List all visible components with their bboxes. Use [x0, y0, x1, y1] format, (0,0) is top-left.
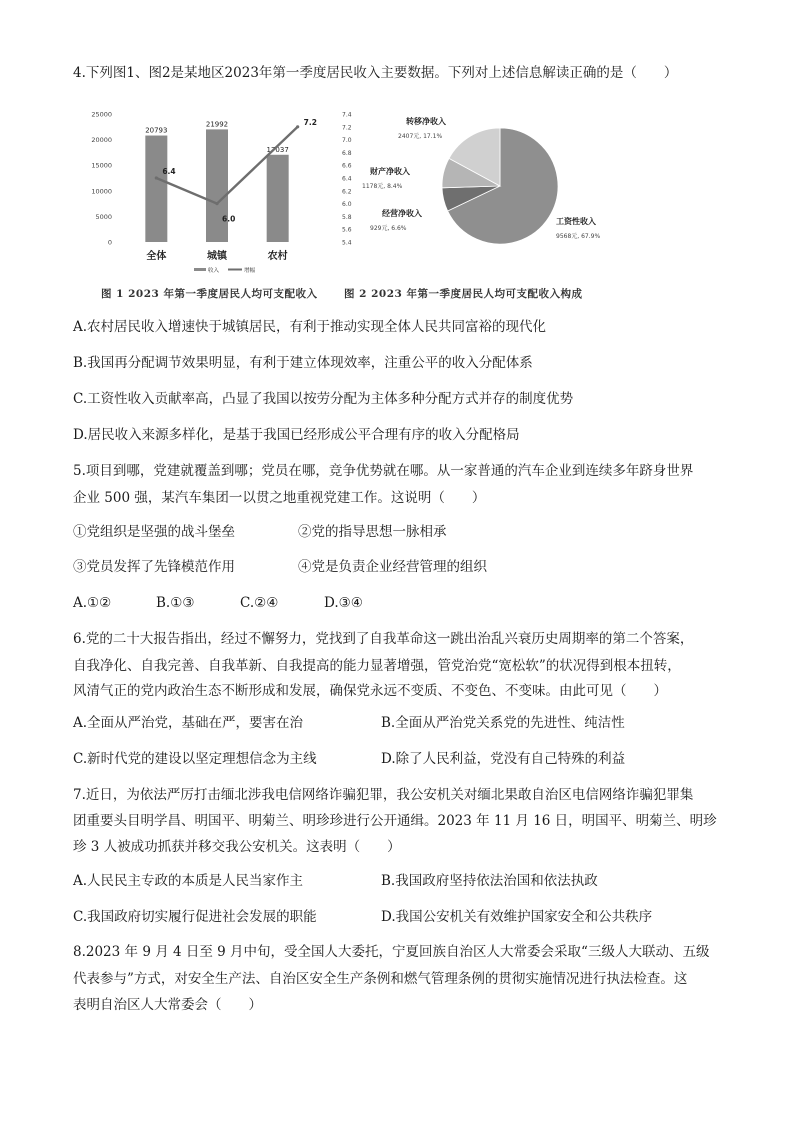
fig1-bar-label: 21992 — [205, 120, 229, 129]
fig1-right-axis — [342, 112, 352, 247]
q7-option-d: D.我国公安机关有效维护国家安全和公共秩序 — [381, 909, 653, 925]
fig1-legend-label: 增幅 — [244, 268, 256, 274]
fig1-bar — [206, 129, 228, 242]
q8-stem-line-3: 表明自治区人大常委会（ ） — [73, 997, 262, 1013]
fig2-slice-name: 工资性收入 — [556, 217, 596, 226]
fig1-left-axis — [91, 111, 112, 247]
fig1-right-tick: 7.2 — [342, 124, 352, 132]
fig1-left-tick: 10000 — [91, 187, 112, 196]
fig1-legend-label: 收入 — [208, 268, 220, 274]
q8-stem-line-2: 代表参与”方式，对安全生产法、自治区安全生产条例和燃气管理条例的贯彻实施情况进行执法检查。这 — [73, 971, 688, 987]
q6-stem-line-3: 风清气正的党内政治生态不断形成和发展，确保党永远不变质、不变色、不变味。由此可见（ ） — [73, 683, 667, 699]
fig2-slice-name: 转移净收入 — [406, 117, 446, 126]
fig1-right-tick: 6.4 — [342, 175, 352, 183]
q7-option-a: A.人民民主专政的本质是人民当家作主 — [73, 873, 304, 889]
fig1-bar — [267, 155, 289, 242]
q6-option-c: C.新时代党的建设以坚定理想信念为主线 — [73, 751, 317, 767]
q5-option-c: C.②④ — [240, 595, 279, 611]
q6-option-d: D.除了人民利益，党没有自己特殊的利益 — [381, 751, 626, 767]
q7-stem-line-3: 珍 3 人被成功抓获并移交我公安机关。这表明（ ） — [73, 839, 401, 855]
fig2-slice-value: 9568元, 67.9% — [556, 233, 600, 240]
fig1-line-point — [296, 125, 299, 128]
fig2-caption: 图 2 2023 年第一季度居民人均可支配收入构成 — [344, 288, 583, 300]
fig1-line-point — [155, 176, 158, 179]
fig1-right-tick: 6.0 — [342, 201, 352, 209]
fig1-left-tick: 25000 — [91, 110, 112, 119]
fig1-line-label: 7.2 — [303, 117, 317, 127]
q7-stem-line-2: 团重要头目明学昌、明国平、明菊兰、明珍珍进行公开通缉。2023 年 11 月 16 日，明国平、明菊兰、明珍 — [73, 813, 717, 829]
fig2-slice-value: 2407元, 17.1% — [398, 133, 443, 140]
fig1-line-point — [215, 202, 218, 205]
fig1-legend — [194, 266, 256, 274]
fig2-chart — [360, 104, 600, 254]
fig2-slice-value: 1178元, 8.4% — [362, 183, 403, 190]
fig1-category-label: 城镇 — [207, 251, 227, 262]
fig1-bar-label: 20793 — [145, 126, 168, 135]
fig1-right-tick: 5.4 — [342, 239, 352, 247]
fig1-right-tick: 7.4 — [342, 111, 352, 119]
fig1-line — [155, 118, 317, 224]
q6-stem-line-1: 6.党的二十大报告指出，经过不懈努力，党找到了自我革命这一跳出治乱兴衰历史周期率的第二个答案， — [73, 631, 694, 647]
fig1-left-tick: 0 — [107, 238, 112, 247]
q7-option-b: B.我国政府坚持依法治国和依法执政 — [381, 873, 598, 889]
q4-option-b: B.我国再分配调节效果明显，有利于建立体现效率，注重公平的收入分配体系 — [73, 355, 533, 371]
fig1-left-tick: 20000 — [91, 136, 112, 145]
q7-option-c: C.我国政府切实履行促进社会发展的职能 — [73, 909, 317, 925]
fig1-category-label: 农村 — [267, 251, 288, 262]
fig1-right-tick: 5.8 — [342, 213, 352, 221]
fig1-bar — [145, 136, 167, 242]
fig1-categories — [146, 249, 287, 262]
fig1-right-tick: 7.0 — [342, 137, 352, 145]
q5-option-a: A.①② — [73, 595, 112, 611]
fig1-right-tick: 5.6 — [342, 226, 352, 234]
fig1-chart — [86, 102, 356, 280]
fig1-right-tick: 6.6 — [342, 162, 352, 170]
q5-option-b: B.①③ — [156, 595, 195, 611]
fig1-line-label: 6.0 — [222, 214, 236, 224]
fig2-slice-name: 财产净收入 — [370, 167, 410, 176]
q5-stem-line-2: 企业 500 强，某汽车集团一以贯之地重视党建工作。这说明（ ） — [73, 490, 486, 506]
q6-option-a: A.全面从严治党，基础在严，要害在治 — [73, 715, 304, 731]
q5-item-4: ④党是负责企业经营管理的组织 — [298, 559, 487, 575]
q7-stem-line-1: 7.近日，为依法严厉打击缅北涉我电信网络诈骗犯罪，我公安机关对缅北果敢自治区电信网络诈骗犯罪集 — [73, 787, 694, 803]
q4-stem: 4.下列图1、图2是某地区2023年第一季度居民收入主要数据。下列对上述信息解读正确的是（ ） — [73, 65, 678, 81]
q6-stem-line-2: 自我净化、自我完善、自我革新、自我提高的能力显著增强，管党治党“宽松软”的状况得到根本扭转， — [73, 658, 681, 674]
fig2-slices — [442, 128, 558, 244]
q4-option-d: D.居民收入来源多样化，是基于我国已经形成公平合理有序的收入分配格局 — [73, 427, 520, 443]
fig1-category-label: 全体 — [146, 251, 167, 262]
fig1-right-tick: 6.8 — [342, 149, 352, 157]
fig1-line-label: 6.4 — [162, 167, 176, 176]
fig1-legend-swatch-bar — [194, 268, 206, 271]
q4-option-c: C.工资性收入贡献率高，凸显了我国以按劳分配为主体多种分配方式并存的制度优势 — [73, 391, 574, 407]
q5-option-d: D.③④ — [324, 595, 363, 611]
q8-stem-line-1: 8.2023 年 9 月 4 日至 9 月中旬，受全国人大委托，宁夏回族自治区人大常委会采取“三级人大联动、五级 — [73, 944, 710, 960]
fig2-slice-value: 929元, 6.6% — [370, 225, 407, 232]
q5-item-3: ③党员发挥了先锋模范作用 — [73, 559, 235, 575]
fig1-right-tick: 6.2 — [342, 188, 352, 196]
q4-option-a: A.农村居民收入增速快于城镇居民，有利于推动实现全体人民共同富裕的现代化 — [73, 319, 547, 335]
q6-option-b: B.全面从严治党关系党的先进性、纯洁性 — [381, 715, 625, 731]
fig2-slice-name: 经营净收入 — [382, 209, 422, 218]
q5-item-1: ①党组织是坚强的战斗堡垒 — [73, 524, 235, 540]
fig1-left-tick: 15000 — [91, 161, 112, 170]
fig1-caption: 图 1 2023 年第一季度居民人均可支配收入 — [101, 288, 318, 300]
q5-item-2: ②党的指导思想一脉相承 — [298, 524, 447, 540]
fig1-bar-label: 17037 — [266, 145, 289, 154]
fig1-left-tick: 5000 — [95, 212, 112, 221]
q5-stem-line-1: 5.项目到哪，党建就覆盖到哪；党员在哪，竞争优势就在哪。从一家普通的汽车企业到连续多年跻身世界 — [73, 463, 694, 479]
